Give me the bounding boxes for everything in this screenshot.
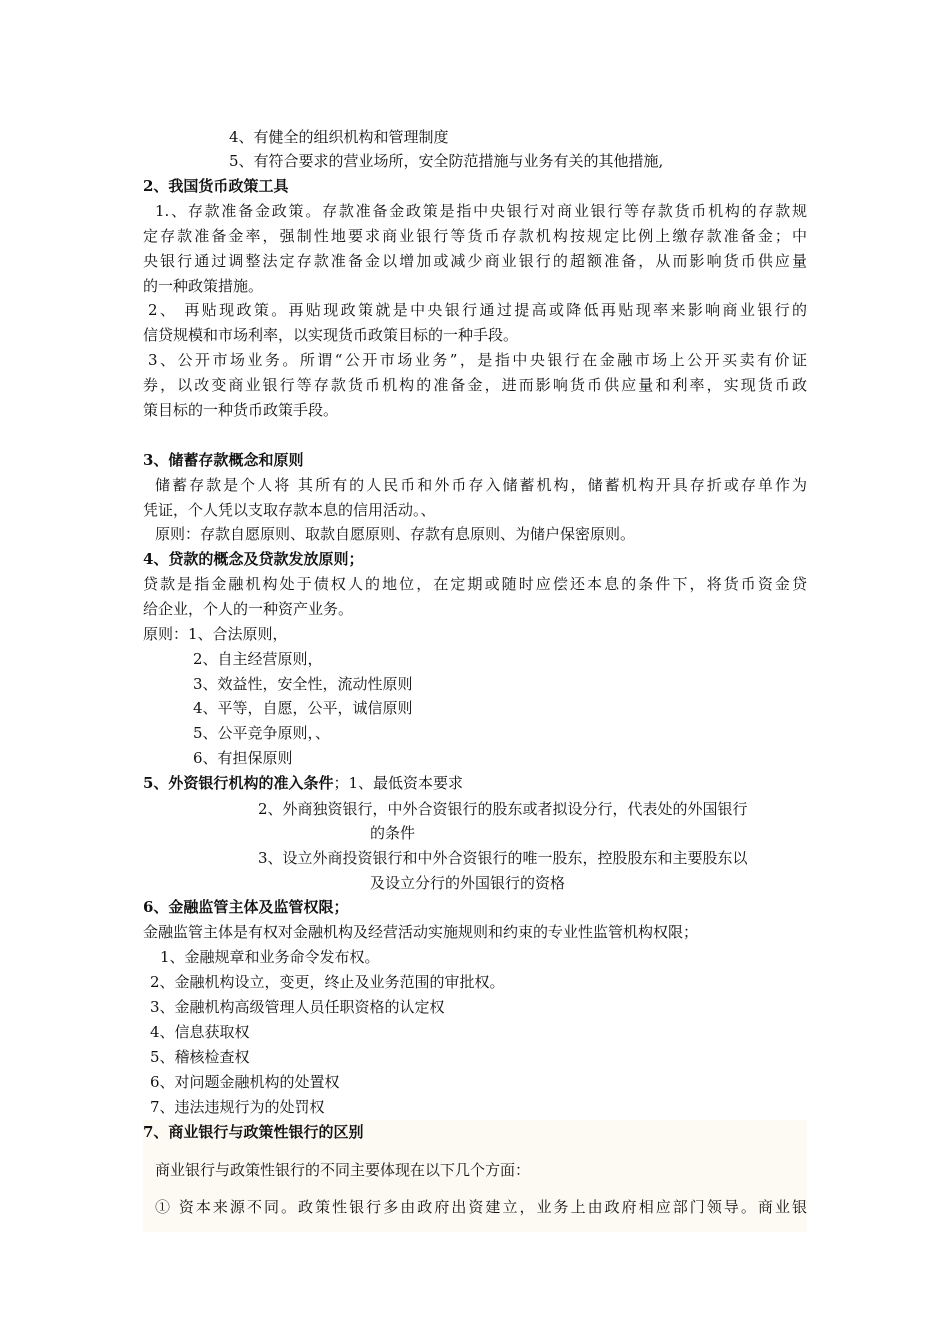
condition-item: 2、外商独资银行，中外合资银行的股东或者拟设分行，代表处的外国银行 [258,800,748,818]
paragraph-line: 信贷规模和市场利率，以实现货币政策目标的一种手段。 [143,326,519,344]
section-2-heading: 2、我国货币政策工具 [143,177,289,195]
authority-item: 4、信息获取权 [150,1023,250,1041]
paragraph-line: 商业银行与政策性银行的不同主要体现在以下几个方面： [155,1161,531,1179]
section-4-heading: 4、贷款的概念及贷款发放原则； [143,550,364,568]
authority-item: 7、违法违规行为的处罚权 [150,1098,325,1116]
condition-item: 3、设立外商投资银行和中外合资银行的唯一股东，控股股东和主要股东以 [258,849,748,867]
principle-item: 5、公平竞争原则，、 [193,724,331,742]
paragraph-line: ① 资本来源不同。政策性银行多由政府出资建立，业务上由政府相应部门领导。商业银 [155,1198,807,1216]
paragraph-line: 金融监管主体是有权对金融机构及经营活动实施规则和约束的专业性监管机构权限； [143,923,699,941]
paragraph-line: 贷款是指金融机构处于债权人的地位，在定期或随时应偿还本息的条件下，将货币资金贷 [143,575,807,593]
paragraph-line: 原则：存款自愿原则、取款自愿原则、存款有息原则、为储户保密原则。 [155,525,636,543]
principle-item: 4、平等，自愿，公平，诚信原则 [193,699,413,717]
section-6-heading: 6、金融监管主体及监管权限； [143,898,349,916]
paragraph-line: 1.、存款准备金政策。存款准备金政策是指中央银行对商业银行等存款货币机构的存款规 [155,202,807,220]
item-4-org: 4、有健全的组织机构和管理制度 [229,128,449,146]
section-7-heading: 7、商业银行与政策性银行的区别 [143,1123,364,1141]
paragraph-line: 券，以改变商业银行等存款货币机构的准备金，进而影响货币供应量和利率，实现货币政 [143,376,807,394]
paragraph-line: 央银行通过调整法定存款准备金以增加或减少商业银行的超额准备，从而影响货币供应量 [143,252,807,270]
principle-item: 2、自主经营原则， [193,650,323,668]
authority-item: 2、金融机构设立，变更，终止及业务范围的审批权。 [150,973,505,991]
paragraph-line: 凭证，个人凭以支取存款本息的信用活动。、 [143,501,436,519]
paragraph-line: 储蓄存款是个人将 其所有的人民币和外币存入储蓄机构，储蓄机构开具存折或存单作为 [155,476,807,494]
principle-item: 3、效益性，安全性，流动性原则 [193,675,413,693]
paragraph-line: 给企业，个人的一种资产业务。 [143,600,354,618]
section-5-heading: 5、外资银行机构的准入条件 [143,774,334,792]
paragraph-line: 的一种政策措施。 [143,277,264,295]
condition-item-cont: 及设立分行的外国银行的资格 [370,874,566,892]
paragraph-line: 策目标的一种货币政策手段。 [143,401,339,419]
principle-item: 6、有担保原则 [193,749,293,767]
condition-item-cont: 的条件 [370,824,416,842]
authority-item: 1、金融规章和业务命令发布权。 [160,948,380,966]
principle-item: 原则：1、合法原则， [143,625,288,643]
authority-item: 3、金融机构高级管理人员任职资格的认定权 [150,998,445,1016]
item-5-premises: 5、有符合要求的营业场所，安全防范措施与业务有关的其他措施, [229,152,664,170]
paragraph-line: 定存款准备金率，强制性地要求商业银行等货币存款机构按规定比例上缴存款准备金；中 [143,227,807,245]
section-5-line [143,773,463,793]
paragraph-line: 2、 再贴现政策。再贴现政策就是中央银行通过提高或降低再贴现率来影响商业银行的 [148,301,807,319]
condition-item: ；1、最低资本要求 [333,774,463,792]
authority-item: 6、对问题金融机构的处置权 [150,1073,340,1091]
section-3-heading: 3、储蓄存款概念和原则 [143,451,304,469]
paragraph-line: 3、公开市场业务。所谓“公开市场业务”，是指中央银行在金融市场上公开买卖有价证 [148,351,807,369]
authority-item: 5、稽核检查权 [150,1048,250,1066]
